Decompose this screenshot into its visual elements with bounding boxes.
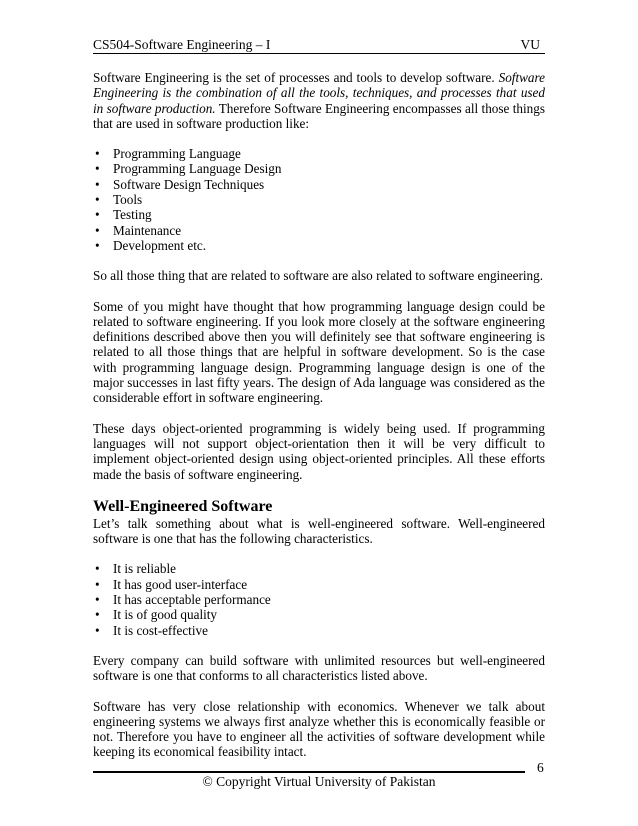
list-item: • It is of good quality (93, 607, 545, 622)
intro-paragraph (93, 70, 545, 131)
course-title: CS504-Software Engineering – I (93, 37, 271, 52)
list-item: • Testing (93, 207, 545, 222)
university-abbrev: VU (520, 37, 540, 52)
list-item: • Tools (93, 192, 545, 207)
page-header (93, 33, 545, 54)
paragraph: So all those thing that are related to software are also related to software engineering. (93, 268, 544, 284)
section-intro-paragraph: Let’s talk something about what is well-engineered software. Well-engineered software is one that has the following characteristics. (93, 515, 545, 547)
paragraph: Some of you might have thought that how programming language design could be related to software engineering. If you look more closely at the software engineering definitions described above then you will definitely see that software engineering is related to all those things that are helpful in software development. So is the case with programming language design. Programming language design is one of the major successes in last fifty years. The design of Ada language was considered as the considerable effort in software engineering. (93, 298, 545, 406)
list-item: • Maintenance (93, 223, 545, 238)
list-item: • Development etc. (93, 238, 545, 253)
intro-text-b: Therefore Software Engineering encompasses all those things that are used in software production like: (93, 100, 545, 131)
list-item: • Software Design Techniques (93, 177, 545, 192)
software-things-list (93, 146, 545, 253)
list-item: • It has acceptable performance (93, 592, 545, 607)
intro-text-a: Software Engineering is the set of processes and tools to develop software. (93, 70, 499, 85)
section-heading: Well-Engineered Software (93, 497, 273, 515)
list-item: • It has good user-interface (93, 577, 545, 592)
copyright-notice: © Copyright Virtual University of Pakistan (202, 774, 436, 789)
page-number: 6 (537, 760, 544, 775)
footer-divider (93, 771, 525, 773)
characteristics-list (93, 561, 545, 637)
list-item: • Programming Language (93, 146, 545, 161)
paragraph: Software has very close relationship with economics. Whenever we talk about engineering systems we always first analyze whether this is economically feasible or not. Therefore you have to engineer all the activities of software development while keeping its economical feasibility intact. (93, 698, 545, 760)
page-content (93, 70, 545, 760)
intro-definition-italic: Software Engineering is the combination of all the tools, techniques, and processes that used in software production. (93, 70, 545, 116)
paragraph: These days object-oriented programming is widely being used. If programming languages will not support object-orientation then it will be very difficult to implement object-oriented design using object-oriented principles. All these efforts made the basis of software engineering. (93, 420, 545, 482)
list-item: • It is reliable (93, 561, 545, 576)
list-item: • It is cost-effective (93, 623, 545, 638)
paragraph: Every company can build software with unlimited resources but well-engineered software is one that conforms to all characteristics listed above. (93, 652, 545, 684)
list-item: • Programming Language Design (93, 161, 545, 176)
